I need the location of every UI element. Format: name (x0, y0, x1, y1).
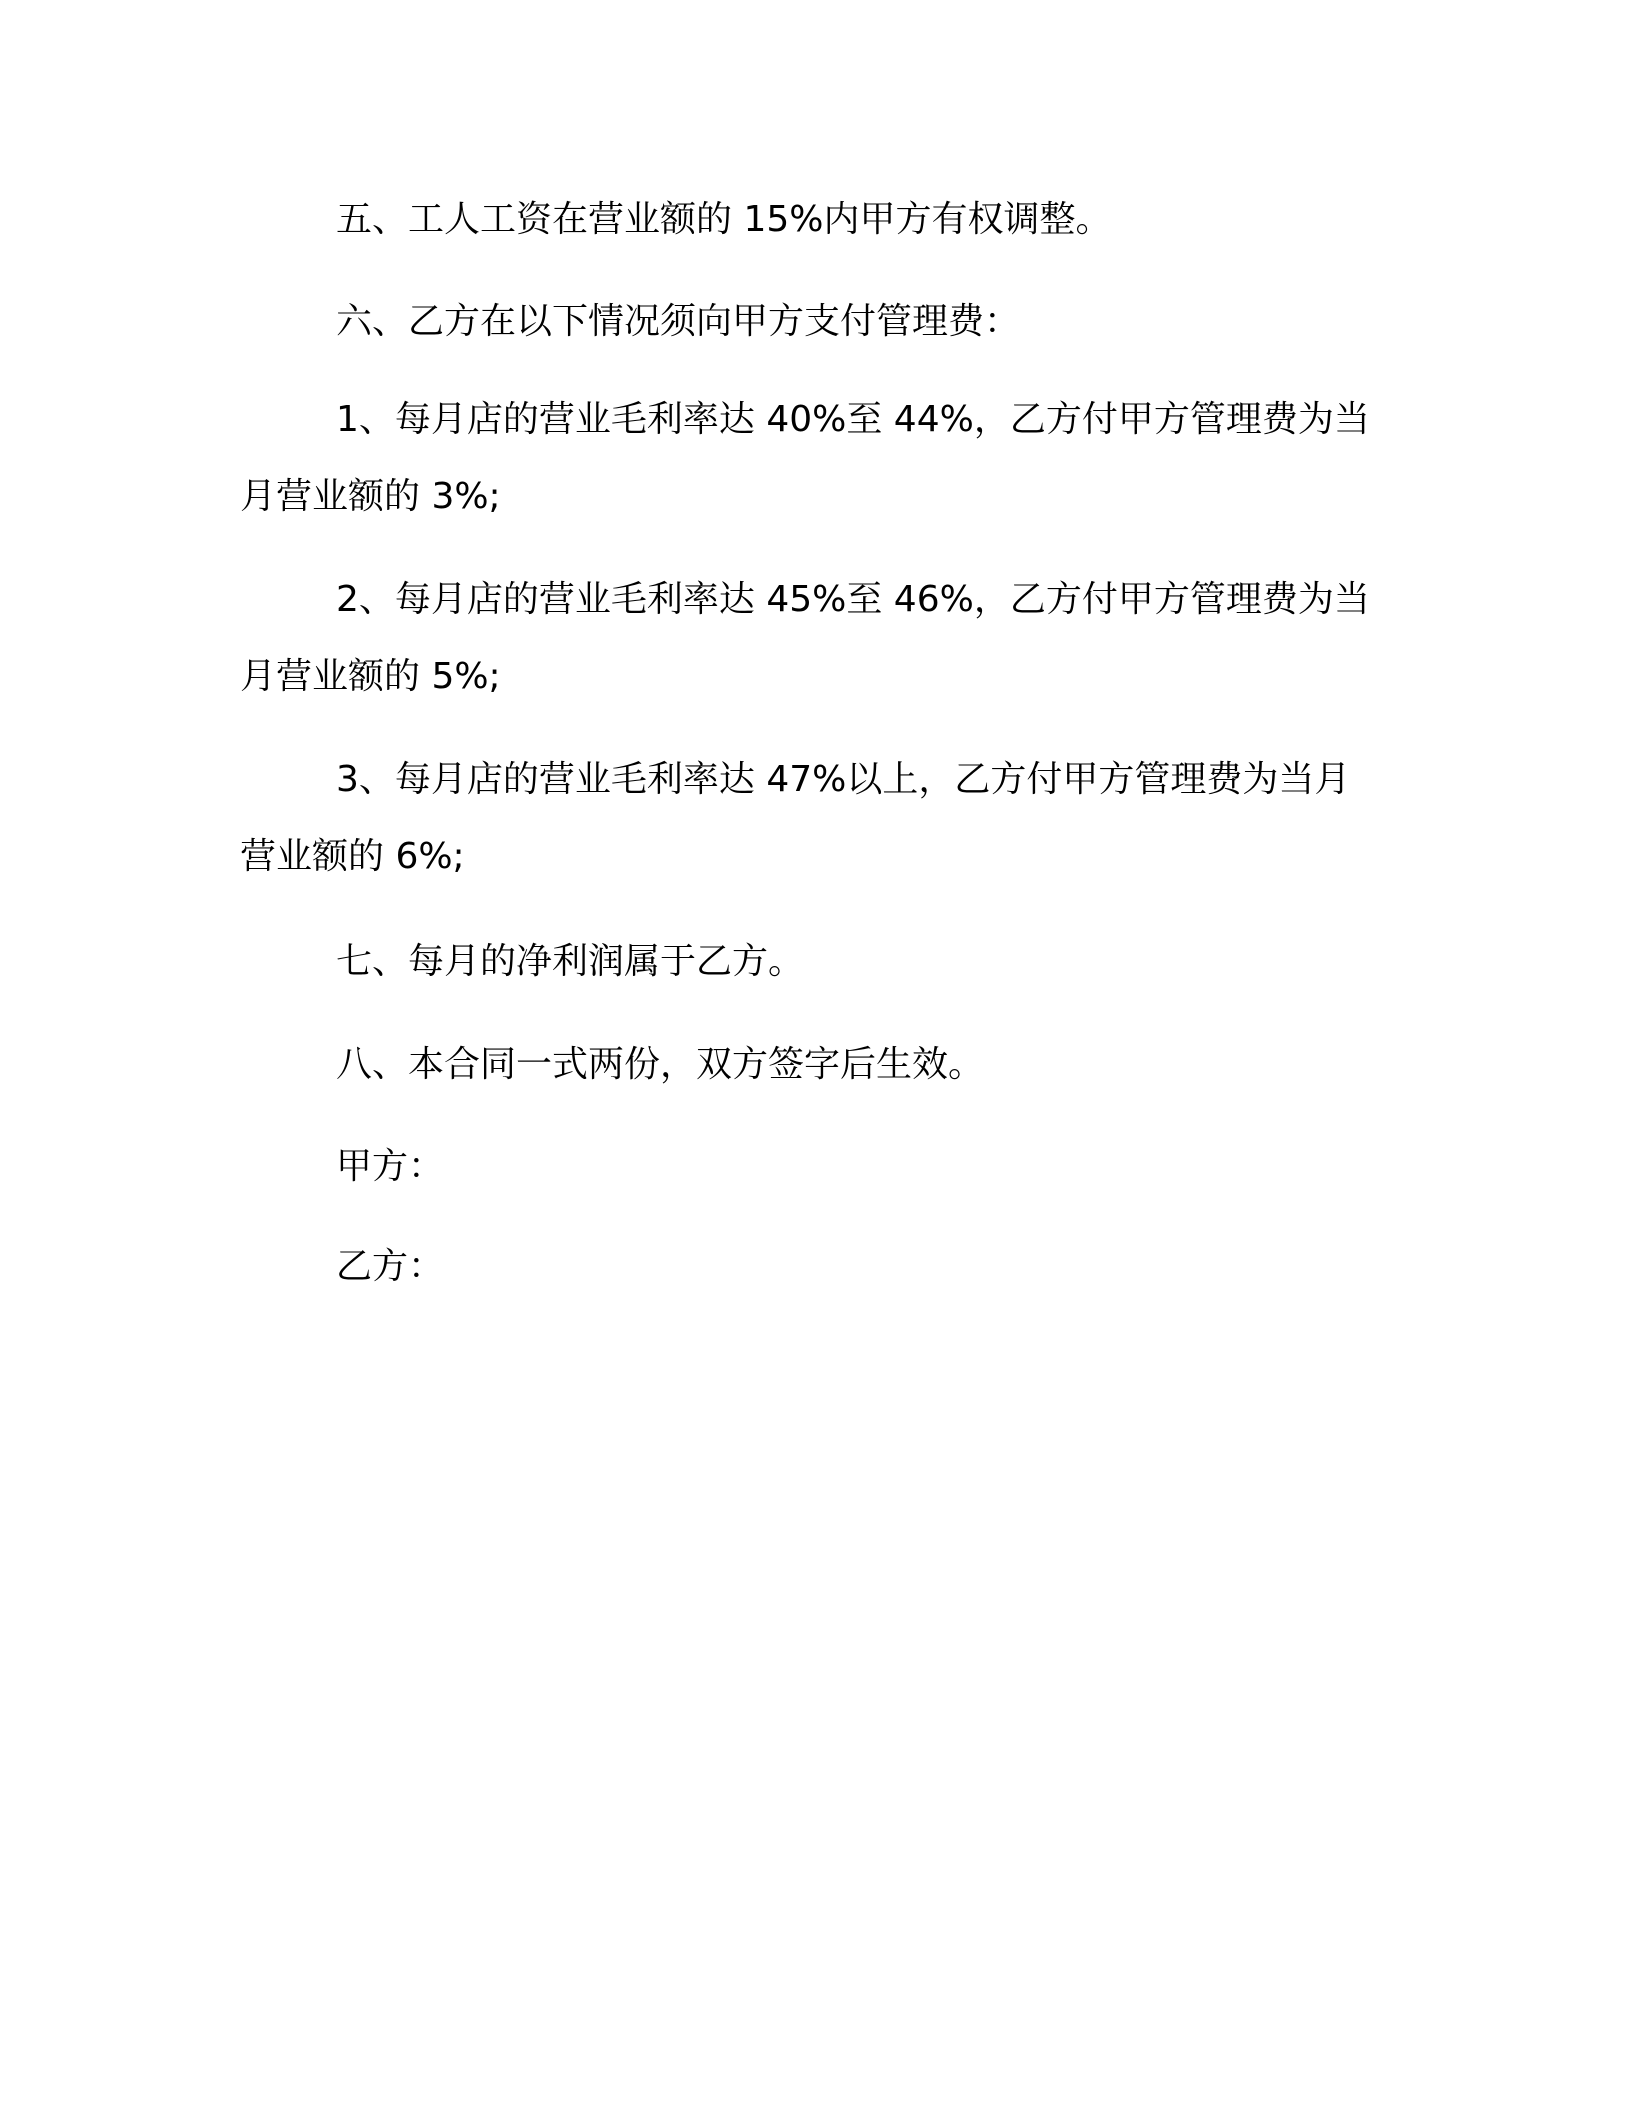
clause-6-item-3 (240, 758, 1380, 878)
clause-6-item-1 (240, 398, 1380, 518)
clause-6-item-2-line-1: 2、每月店的营业毛利率达 45%至 46%，乙方付甲方管理费为当 (336, 579, 1370, 620)
clause-6-item-2-line-2: 月营业额的 5%; (240, 656, 501, 698)
clause-6-item-3-line-1: 3、每月店的营业毛利率达 47%以上，乙方付甲方管理费为当月 (336, 759, 1351, 800)
clause-8: 八、本合同一式两份，双方签字后生效。 (336, 1044, 985, 1085)
clause-7: 七、每月的净利润属于乙方。 (336, 941, 805, 982)
clause-6-item-1-line-1: 1、每月店的营业毛利率达 40%至 44%，乙方付甲方管理费为当 (336, 399, 1370, 440)
party-b-signature-label: 乙方： (336, 1246, 445, 1287)
clause-6-item-1-line-2: 月营业额的 3%; (240, 476, 501, 518)
party-a-signature-label: 甲方： (336, 1146, 445, 1187)
clause-6-item-3-line-2: 营业额的 6%; (240, 836, 465, 878)
clause-5: 五、工人工资在营业额的 15%内甲方有权调整。 (336, 199, 1112, 240)
clause-6-item-2 (240, 578, 1380, 698)
clause-6: 六、乙方在以下情况须向甲方支付管理费： (336, 301, 1021, 342)
